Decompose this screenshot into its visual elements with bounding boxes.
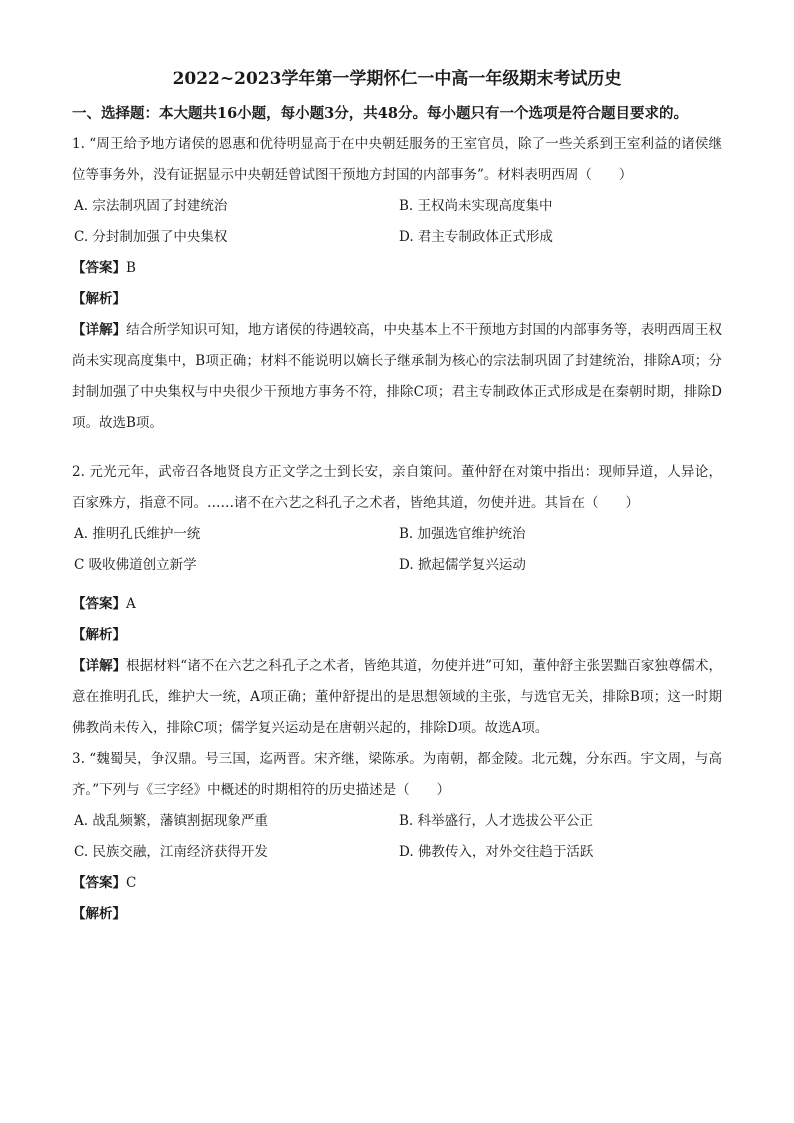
option-list bbox=[72, 806, 722, 868]
option-c: C 吸收佛道创立新学 bbox=[74, 557, 197, 573]
analysis-tag: 【解析】 bbox=[72, 291, 126, 307]
option-d: D. 掀起儒学复兴运动 bbox=[399, 557, 526, 573]
option-c: C. 分封制加强了中央集权 bbox=[74, 229, 228, 245]
detail-paragraph bbox=[72, 315, 722, 439]
question-stem: 1. “周王给予地方诸侯的恩惠和优待明显高于在中央朝廷服务的王室官员，除了一些关系到王室利益的诸侯继位等事务外，没有证据显示中央朝廷曾试图干预地方封国的内部事务”。材料表明西周（ ） bbox=[72, 136, 722, 183]
option-a: A. 战乱频繁，藩镇割据现象严重 bbox=[74, 813, 268, 829]
option-b: B. 科举盛行，人才选拔公平公正 bbox=[399, 813, 594, 829]
answer-value: A bbox=[126, 596, 136, 612]
answer-line bbox=[72, 589, 722, 620]
spacer bbox=[72, 439, 722, 457]
detail-text: 根据材料“诸不在六艺之科孔子之术者，皆绝其道，勿使并进”可知，董仲舒主张罢黜百家独尊儒术，意在推明孔氏，维护大一统，A项正确；董仲舒提出的是思想领域的主张，与选官无关，排除B项；这一时期佛教尚未传入，排除C项；儒学复兴运动是在唐朝兴起的，排除D项。故选A项。 bbox=[72, 658, 722, 736]
detail-tag: 【详解】 bbox=[72, 658, 127, 674]
question-3 bbox=[72, 744, 722, 930]
option-a: A. 推明孔氏维护一统 bbox=[74, 526, 201, 542]
detail-text: 结合所学知识可知，地方诸侯的待遇较高，中央基本上不干预地方封国的内部事务等，表明西周王权尚未实现高度集中，B项正确；材料不能说明以嫡长子继承制为核心的宗法制巩固了封建统治，排除A项；分封制加强了中央集权与中央很少干预地方事务不符，排除C项；君主专制政体正式形成是在秦朝时期，排除D项。故选B项。 bbox=[72, 322, 723, 431]
document-page bbox=[72, 62, 722, 930]
analysis-tag: 【解析】 bbox=[72, 627, 126, 643]
section-heading: 一、选择题：本大题共16小题，每小题3分，共48分。每小题只有一个选项是符合题目要求的。 bbox=[72, 105, 688, 122]
analysis-tag: 【解析】 bbox=[72, 906, 126, 922]
option-b: B. 王权尚未实现高度集中 bbox=[399, 198, 553, 214]
option-d: D. 君主专制政体正式形成 bbox=[399, 229, 553, 245]
answer-line bbox=[72, 253, 722, 284]
question-stem: 2. 元光元年，武帝召各地贤良方正文学之士到长安，亲自策问。董仲舒在对策中指出：现师异道，人异论，百家殊方，指意不同。……诸不在六艺之科孔子之术者，皆绝其道，勿使并进。其旨在（ ） bbox=[72, 464, 722, 511]
option-list bbox=[72, 519, 722, 581]
question-2 bbox=[72, 457, 722, 744]
answer-line bbox=[72, 868, 722, 899]
answer-value: C bbox=[126, 875, 137, 891]
answer-tag: 【答案】 bbox=[72, 875, 126, 891]
question-stem: 3. “魏蜀吴，争汉鼎。号三国，迄两晋。宋齐继，梁陈承。为南朝，都金陵。北元魏，分东西。宇文周，与高齐。”下列与《三字经》中概述的时期相符的历史描述是（ ） bbox=[72, 751, 722, 798]
option-a: A. 宗法制巩固了封建统治 bbox=[74, 198, 228, 214]
option-b: B. 加强选官维护统治 bbox=[399, 526, 526, 542]
option-d: D. 佛教传入，对外交往趋于活跃 bbox=[399, 844, 594, 860]
detail-paragraph bbox=[72, 651, 722, 744]
page-title: 2022~2023学年第一学期怀仁一中高一年级期末考试历史 bbox=[172, 69, 622, 89]
option-list bbox=[72, 191, 722, 253]
option-c: C. 民族交融，江南经济获得开发 bbox=[74, 844, 268, 860]
answer-tag: 【答案】 bbox=[72, 260, 126, 276]
question-1 bbox=[72, 129, 722, 439]
detail-tag: 【详解】 bbox=[72, 322, 127, 338]
spacer bbox=[72, 581, 722, 589]
answer-value: B bbox=[126, 260, 136, 276]
answer-tag: 【答案】 bbox=[72, 596, 126, 612]
